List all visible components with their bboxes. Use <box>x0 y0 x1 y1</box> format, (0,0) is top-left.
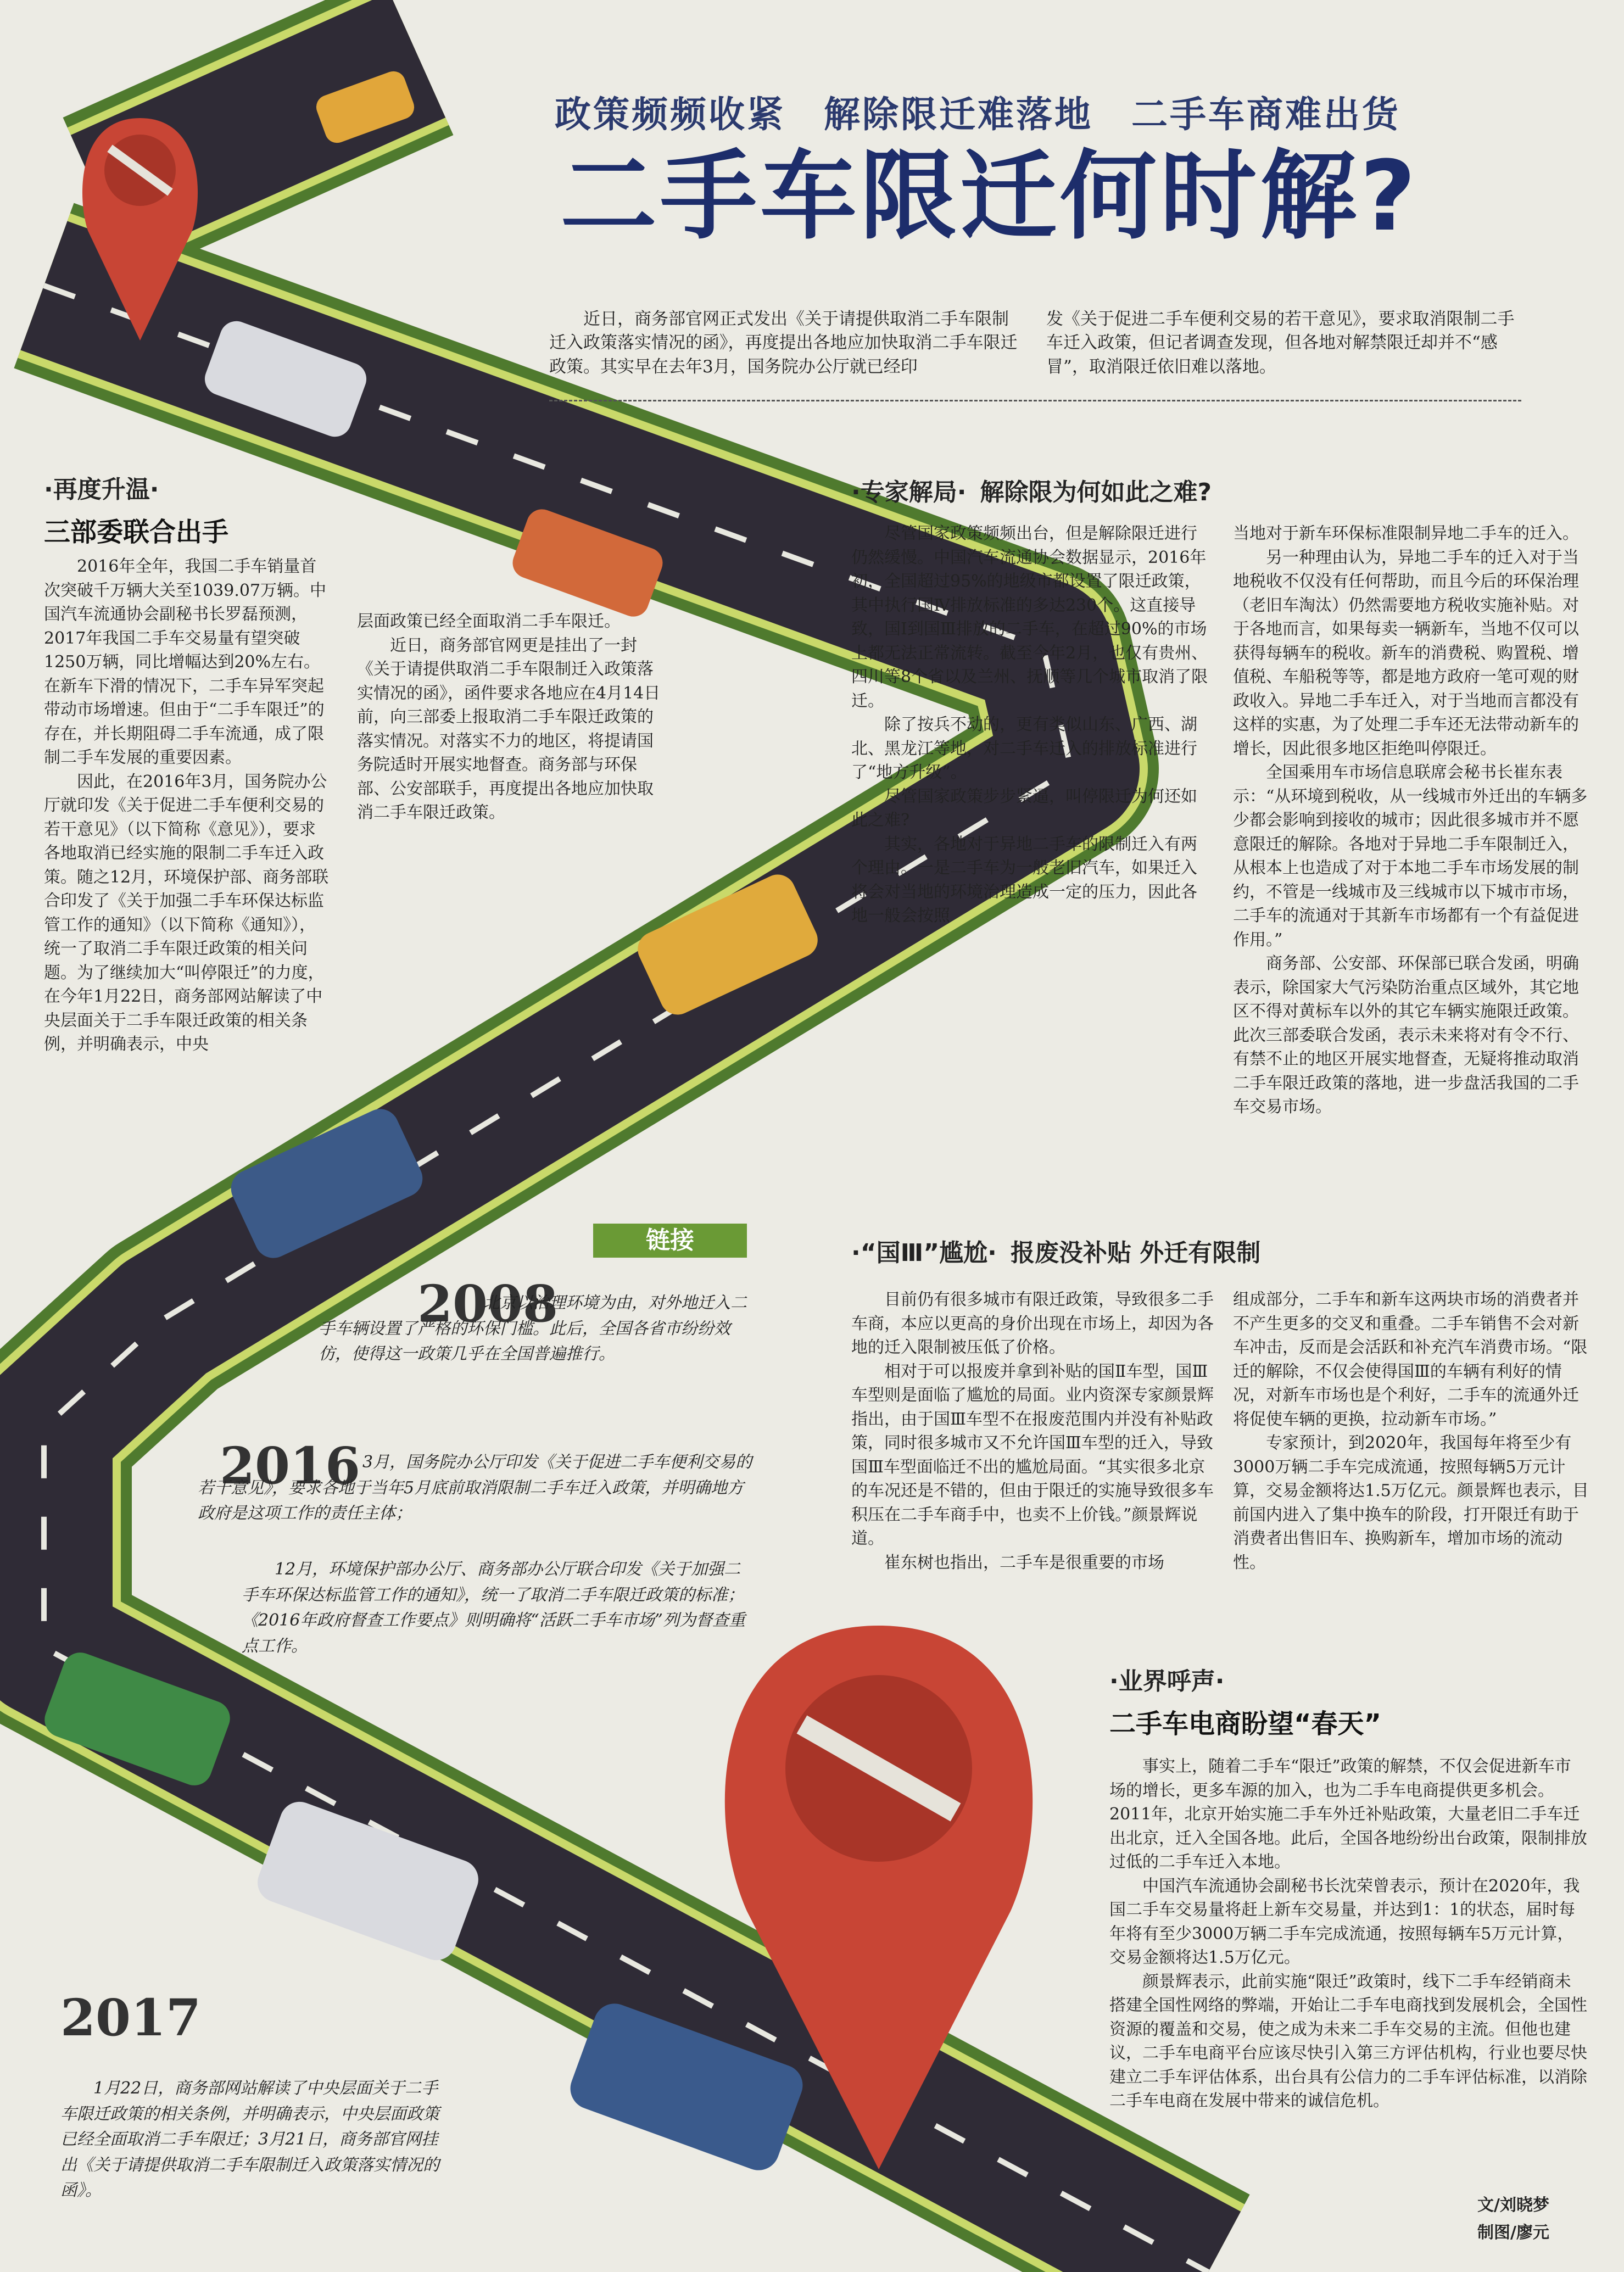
paragraph: 近日，商务部官网更是挂出了一封《关于请提供取消二手车限制迁入政策落实情况的函》，函件要求各地应在4月14日前，向三部委上报取消二手车限迁政策的落实情况。对落实不力的地区，将提请国务院适时开展实地督查。商务部与环保部、公安部联手，再度提出各地应加快取消二手车限迁政策。 <box>357 635 661 822</box>
paragraph: 全国乘用车市场信息联席会秘书长崔东表示：“从环境到税收，从一线城市外迁出的车辆多少都会影响到接收的城市；因此很多城市并不愿意限迁的解除。各地对于异地二手车限制迁入，从根本上也造成了对于本地二手车市场发展的制约，不管是一线城市及三线城市以下城市市场，二手车的流通对于其新车市场都有一个有益促进作用。” <box>1233 763 1588 950</box>
paragraph: 尽管国家政策步步紧逼，叫停限迁为何还如此之难? <box>851 786 1197 830</box>
section1-column-2 <box>357 610 665 825</box>
section2-column-1 <box>851 522 1208 928</box>
year-2016: 2016 <box>220 1436 361 1495</box>
paragraph: 因此，在2016年3月，国务院办公厅就印发《关于促进二手车便利交易的若干意见》（以下简称《意见》），要求各地取消已经实施的限制二手车迁入政策。随之12月，环境保护部、商务部联合印发了《关于加强二手车环保达标监管工作的通知》（以下简称《通知》），统一了取消二手车限迁政策的相关问题。为了继续加大“叫停限迁”的力度，在今年1月22日，商务部网站解读了中央层面关于二手车限迁政策的相关条例，并明确表示，中央 <box>44 772 329 1054</box>
paragraph: 相对于可以报废并拿到补贴的国Ⅱ车型，国Ⅲ车型则是面临了尴尬的局面。业内资深专家颜景辉指出，由于国Ⅲ车型不在报废范围内并没有补贴政策，同时很多城市又不允许国Ⅲ车型的迁入，导致国Ⅲ车型面临迁不出的尴尬局面。“其实很多北京的车况还是不错的，但由于限迁的实施导致很多车积压在二手车商手中，也卖不上价钱。”颜景辉说道。 <box>851 1361 1214 1548</box>
paragraph: 除了按兵不动的，更有类似山东、广西、湖北、黑龙江等地，对二手车迁入的排放标准进行了“地方升级”。 <box>851 715 1197 782</box>
illustration-credit: 制图/廖元 <box>1477 2223 1549 2242</box>
page-title: 二手车限迁何时解? <box>560 140 1420 253</box>
section-tag: ·业界呼声· <box>1109 1667 1225 1695</box>
section-tag: ·专家解局· <box>851 478 967 506</box>
section-tag: ·再度升温· <box>44 476 159 504</box>
timeline-2008-text: 北京以治理环境为由，对外地迁入二手车辆设置了严格的环保门槛。此后，全国各省市纷纷效仿，使得这一政策几乎在全国普遍推行。 <box>319 1293 747 1364</box>
divider <box>549 400 1521 401</box>
year-2017: 2017 <box>60 1988 202 2047</box>
section2-heading <box>851 472 1212 507</box>
author-credit: 文/刘晓梦 <box>1477 2196 1549 2215</box>
paragraph: 尽管国家政策频频出台，但是解除限迁进行仍然缓慢。中国汽车流通协会数据显示，2016年初，全国超过95%的地级市都设置了限迁政策，其中执行国Ⅳ排放标准的多达230个。这直接导致，国Ⅰ到国Ⅲ排放的二手车，在超过90%的市场上都无法正常流转。截至今年2月，也仅有贵州、四川等8个省以及兰州、抚顺等几个城市取消了限迁。 <box>851 524 1208 711</box>
section2-column-2 <box>1233 522 1590 1119</box>
year-2008: 2008 <box>417 1274 559 1333</box>
paragraph: 其实，各地对于异地二手车的限制迁入有两个理由。一是二手车为一般老旧汽车，如果迁入将会对当地的环境治理造成一定的压力，因此各地一般会按照 <box>851 834 1197 925</box>
paragraph: 专家预计，到2020年，我国每年将至少有3000万辆二手车完成流通，按照每辆5万元计算，交易金额将达1.5万亿元。颜景辉也表示，目前国内进入了集中换车的阶段，打开限迁有助于消费者出售旧车、换购新车，增加市场的流动性。 <box>1233 1433 1589 1572</box>
section3-column-1 <box>851 1288 1214 1575</box>
timeline-2016-text-b: 12月，环境保护部办公厅、商务部办公厅联合印发《关于加强二手车环保达标监管工作的通知》，统一了取消二手车限迁政策的标准；《2016年政府督查工作要点》则明确将“活跃二手车市场”列为督查重点工作。 <box>242 1560 746 1656</box>
lead-left: 近日，商务部官网正式发出《关于请提供取消二手车限制迁入政策落实情况的函》，再度提出各地应加快取消二手车限迁政策。其实早在去年3月，国务院办公厅就已经印 <box>549 309 1018 377</box>
section1-column-1 <box>44 555 330 1057</box>
section-subtitle: 二手车电商盼望“春天” <box>1109 1709 1382 1739</box>
timeline-2017-text: 1月22日，商务部网站解读了中央层面关于二手车限迁政策的相关条例，并明确表示，中央层面政策已经全面取消二手车限迁；3月21日，商务部官网挂出《关于请提供取消二手车限制迁入政策落实情况的函》。 <box>60 2079 439 2200</box>
link-label: 链接 <box>593 1224 747 1258</box>
paragraph: 组成部分，二手车和新车这两块市场的消费者并不产生更多的交叉和重叠。二手车销售不会对新车冲击，反而是会活跃和补充汽车消费市场。“限迁的解除，不仅会使得国Ⅲ的车辆有利好的情况，对新车市场也是个利好，二手车的流通外迁将促使车辆的更换，拉动新车市场。” <box>1233 1290 1588 1429</box>
paragraph: 崔东树也指出，二手车是很重要的市场 <box>884 1553 1164 1572</box>
paragraph: 另一种理由认为，异地二手车的迁入对于当地税收不仅没有任何帮助，而且今后的环保治理（老旧车淘汰）仍然需要地方税收实施补贴。对于各地而言，如果每卖一辆新车，当地不仅可以获得每辆车的税收。新车的消费税、购置税、增值税、车船税等等，都是地方政府一笔可观的财政收入。异地二手车迁入，对于当地而言都没有这样的实惠，为了处理二手车还无法带动新车的增长，因此很多地区拒绝叫停限迁。 <box>1233 548 1579 758</box>
paragraph: 颜景辉表示，此前实施“限迁”政策时，线下二手车经销商未搭建全国性网络的弊端，开始让二手车电商找到发展机会，全国性资源的覆盖和交易，使之成为未来二手车交易的主流。但他也建议，二手车电商平台应该尽快引入第三方评估机构，行业也要尽快建立二手车评估体系，出台具有公信力的二手车评估标准，以消除二手车电商在发展中带来的诚信危机。 <box>1109 1972 1587 2111</box>
section-subtitle: 解除限为何如此之难? <box>980 478 1212 506</box>
section-subtitle: 三部委联合出手 <box>44 517 229 548</box>
section3-heading <box>851 1233 1260 1268</box>
paragraph: 层面政策已经全面取消二手车限迁。 <box>357 612 621 631</box>
timeline-2016-text-a: 3月，国务院办公厅印发《关于促进二手车便利交易的若干意见》，要求各地于当年5月底前取消限制二手车迁入政策，并明确地方政府是这项工作的责任主体； <box>198 1453 752 1523</box>
paragraph: 商务部、公安部、环保部已联合发函，明确表示，除国家大气污染防治重点区域外，其它地区不得对黄标车以外的其它车辆实施限迁政策。此次三部委联合发函，表示未来将对有令不行、有禁不止的地区开展实地督查，无疑将推动取消二手车限迁政策的落地，进一步盘活我国的二手车交易市场。 <box>1233 954 1579 1117</box>
headline-kicker: 政策频频收紧 解除限迁难落地 二手车商难出货 <box>555 93 1400 136</box>
section3-column-2 <box>1233 1288 1590 1575</box>
paragraph: 中国汽车流通协会副秘书长沈荣曾表示，预计在2020年，我国二手车交易量将赶上新车交易量，并达到1：1的状态，届时每年将有至少3000万辆二手车完成流通，按照每辆车5万元计算，交易金额将达1.5万亿元。 <box>1109 1876 1580 1967</box>
section-tag: ·“国Ⅲ”尴尬· <box>851 1239 997 1267</box>
lead-right: 发《关于促进二手车便利交易的若干意见》，要求取消限制二手车迁入政策，但记者调查发现，但各地对解禁限迁却并不“感冒”，取消限迁依旧难以落地。 <box>1046 309 1515 377</box>
paragraph: 事实上，随着二手车“限迁”政策的解禁，不仅会促进新车市场的增长，更多车源的加入，也为二手车电商提供更多机会。2011年，北京开始实施二手车外迁补贴政策，大量老旧二手车迁出北京，迁入全国各地。此后，全国各地纷纷出台政策，限制排放过低的二手车迁入本地。 <box>1109 1757 1587 1872</box>
paragraph: 当地对于新车环保标准限制异地二手车的迁入。 <box>1233 524 1579 543</box>
section4-body <box>1109 1755 1587 2113</box>
paragraph: 2016年全年，我国二手车销量首次突破千万辆大关至1039.07万辆。中国汽车流通协会副秘书长罗磊预测，2017年我国二手车交易量有望突破1250万辆，同比增幅达到20%左右。在新车下滑的情况下，二手车异军突起带动市场增速。但由于“二手车限迁”的存在，并长期阻碍二手车流通，成了限制二手车发展的重要因素。 <box>44 557 327 767</box>
paragraph: 目前仍有很多城市有限迁政策，导致很多二手车商，本应以更高的身价出现在市场上，却因为各地的迁入限制被压低了价格。 <box>851 1290 1214 1357</box>
section-subtitle: 报废没补贴 外迁有限制 <box>1010 1239 1261 1267</box>
